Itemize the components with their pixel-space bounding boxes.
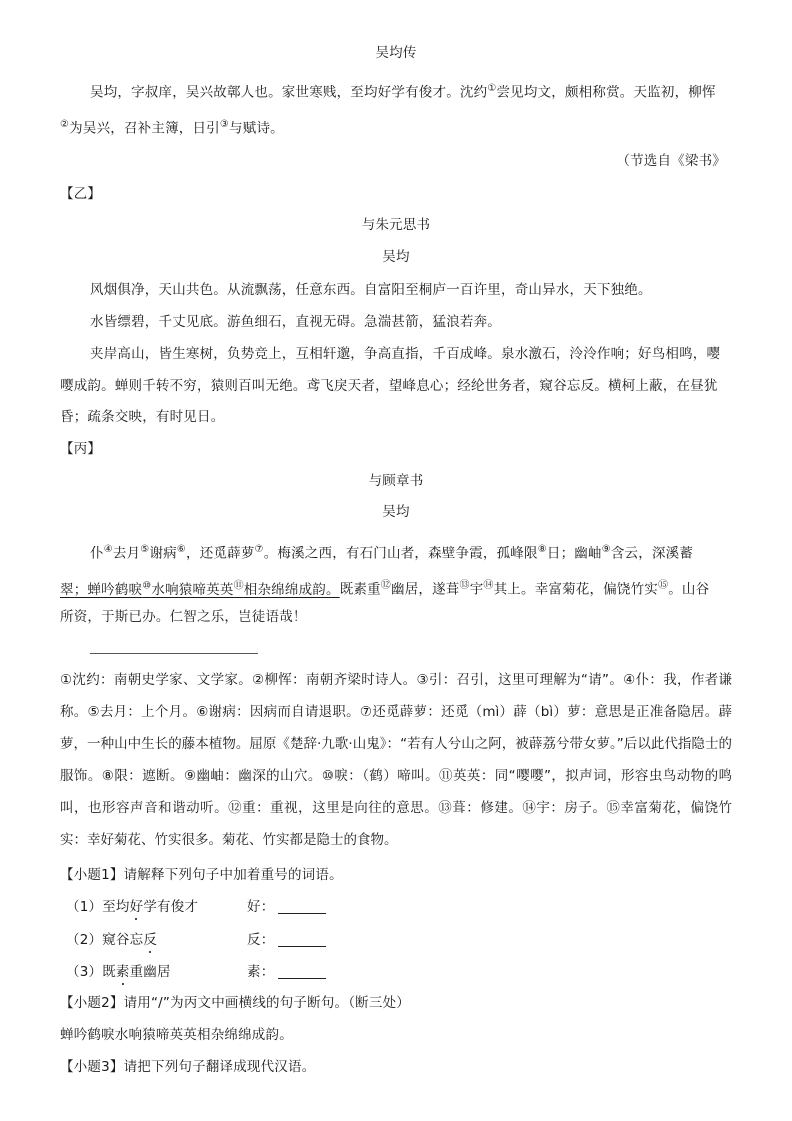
bing-line-3: 所资，于斯已办。仁智之乐，岂徒语哉！ <box>60 609 307 625</box>
notes-divider <box>90 653 258 654</box>
yi-line-2: 水皆缥碧，千丈见底。游鱼细石，直视无碍。急湍甚箭，猛浪若奔。 <box>90 314 501 330</box>
answer-blank[interactable] <box>278 932 326 947</box>
question-1-item-2: （2）窥谷忘反 <box>66 932 158 948</box>
question-2-label: 【小题2】请用“/”为丙文中画横线的句子断句。（断三处） <box>60 995 410 1011</box>
yi-author: 吴均 <box>382 249 410 265</box>
jia-title: 吴均传 <box>375 45 417 61</box>
yi-line-5: 昏；疏条交映，有时见日。 <box>60 409 225 425</box>
answer-blank[interactable] <box>278 964 326 979</box>
yi-line-3: 夹岸高山，皆生寒树，负势竞上，互相轩邈，争高直指，千百成峰。泉水激石，泠泠作响；好鸟相鸣，嘤 <box>90 346 721 362</box>
jia-line-2: ②为吴兴，召补主簿，日引③与赋诗。 <box>60 119 284 137</box>
answer-1[interactable]: 好： <box>247 898 326 916</box>
emphasis-word: 好 <box>129 899 144 915</box>
yi-label: 【乙】 <box>60 186 102 202</box>
emphasis-word: 反 <box>143 932 158 948</box>
bing-label: 【丙】 <box>60 441 102 457</box>
jia-source: （节选自《梁书》 <box>616 153 726 169</box>
answer-blank[interactable] <box>278 899 326 914</box>
bing-line-1: 仆④去月⑤谢病⑥，还觅薜萝⑦。梅溪之西，有石门山者，森壁争霞，孤峰限⑧日；幽岫⑨含云，深溪蓄 <box>90 544 694 562</box>
underlined-sentence: 翠；蝉吟鹤唳⑩水响猿啼英英⑪相杂绵绵成韵。 <box>60 580 340 598</box>
question-2-sentence: 蝉吟鹤唳水响猿啼英英相杂绵绵成韵。 <box>60 1027 293 1043</box>
yi-line-1: 风烟俱净，天山共色。从流飘荡，任意东西。自富阳至桐庐一百许里，奇山异水，天下独绝。 <box>90 282 652 298</box>
bing-title: 与顾章书 <box>368 473 424 489</box>
notes-block: ①沈约：南朝史学家、文学家。②柳恽：南朝齐梁时诗人。③引：召引，这里可理解为“请”。④仆：我，作者谦称。⑤去月：上个月。⑥谢病：因病而自请退职。⑦还觅薜萝：还觅（mì）薜（bì）萝：意思是正准备隐居。薜萝，一种山中生长的藤本植物。屈原《楚辞·九歌·山鬼》：“若有人兮山之阿，被薜荔兮带女萝。”后以此代指隐士的服饰。⑧限：遮断。⑨幽岫：幽深的山穴。⑩唳：（鹤）啼叫。⑪英英：同“嘤嘤”，拟声词，形容虫鸟动物的鸣叫，也形容声音和谐动听。⑫重：重视，这里是向往的意思。⑬葺：修建。⑭宇：房子。⑮幸富菊花，偏饶竹实：幸好菊花、竹实很多。菊花、竹实都是隐士的食物。 <box>60 672 732 848</box>
bing-line-2: 翠；蝉吟鹤唳⑩水响猿啼英英⑪相杂绵绵成韵。既素重⑫幽居，遂葺⑬宇⑭其上。幸富菊花，偏饶竹实⑮。山谷 <box>60 580 710 598</box>
jia-line-1: 吴均，字叔庠，吴兴故鄣人也。家世寒贱，至均好学有俊才。沈约①尝见均文，颇相称赏。天监初，柳恽 <box>90 83 716 101</box>
yi-line-4: 嘤成韵。蝉则千转不穷，猿则百叫无绝。鸢飞戾天者，望峰息心；经纶世务者，窥谷忘反。横柯上蔽，在昼犹 <box>60 378 718 394</box>
question-1-item-1: （1）至均好学有俊才 <box>66 899 199 915</box>
question-1-label: 【小题1】请解释下列句子中加着重号的词语。 <box>60 867 343 883</box>
bing-author: 吴均 <box>382 504 410 520</box>
answer-2[interactable]: 反： <box>247 931 326 949</box>
emphasis-word: 素 <box>115 964 130 980</box>
answer-3[interactable]: 素： <box>247 963 326 981</box>
question-3-label: 【小题3】请把下列句子翻译成现代汉语。 <box>60 1059 316 1075</box>
yi-title: 与朱元思书 <box>361 217 431 233</box>
question-1-item-3: （3）既素重幽居 <box>66 964 171 980</box>
